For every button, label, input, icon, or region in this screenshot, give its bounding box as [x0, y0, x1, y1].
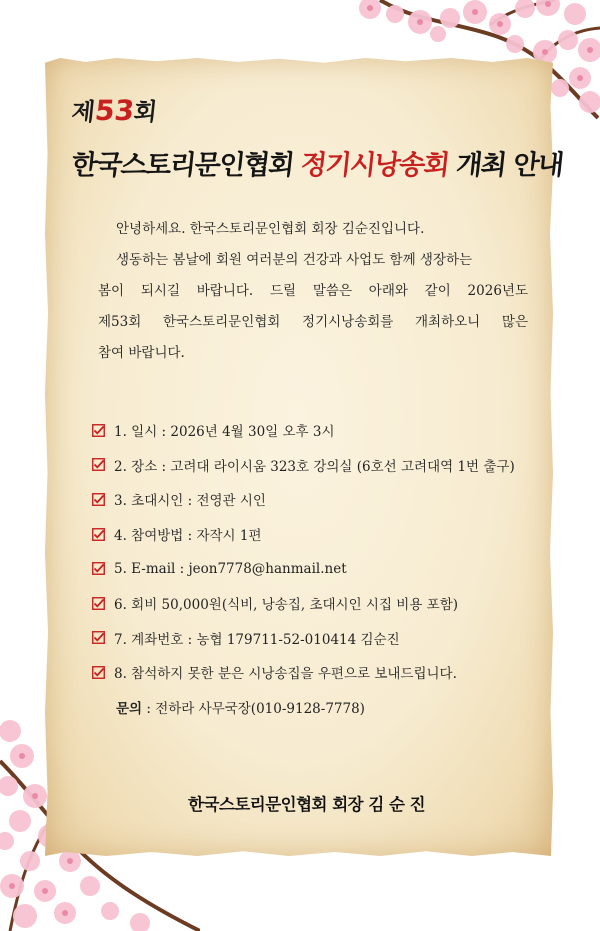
greeting-line-1: 안녕하세요. 한국스토리문인협회 회장 김순진입니다.: [116, 221, 425, 237]
list-item: [92, 551, 552, 586]
list-item: [92, 413, 552, 448]
title-prefix: 제: [70, 98, 97, 126]
title-main-highlight: 정기시낭송회: [299, 150, 450, 181]
greeting-line-3: 봄이 되시길 바랍니다. 드릴 말씀은 아래와 같이 2026년도: [98, 283, 528, 299]
list-item-text: 4. 참여방법 : 자작시 1편: [114, 528, 262, 545]
contact-label: 문의: [116, 701, 143, 717]
list-item: [92, 586, 552, 621]
checkbox-checked-icon: [92, 597, 105, 610]
checkbox-checked-icon: [92, 458, 105, 471]
page-title: [70, 143, 565, 182]
greeting-paragraph: [98, 214, 528, 369]
title-main-part2: 개최 안내: [446, 150, 565, 181]
list-item: [92, 621, 552, 656]
list-item-text: 7. 계좌번호 : 농협 179711-52-010414 김순진: [114, 631, 400, 648]
greeting-line-5: 참여 바랍니다.: [98, 345, 185, 361]
event-edition-title: [70, 92, 159, 127]
checkbox-checked-icon: [92, 528, 105, 541]
list-item-text: 2. 장소 : 고려대 라이시움 323호 강의실 (6호선 고려대역 1번 출구): [114, 458, 515, 475]
list-item-text: 6. 회비 50,000원(식비, 낭송집, 초대시인 시집 비용 포함): [114, 597, 459, 614]
list-item-text: 8. 참석하지 못한 분은 시낭송집을 우편으로 보내드립니다.: [114, 666, 457, 683]
checkbox-checked-icon: [92, 631, 105, 644]
list-item: [92, 482, 552, 517]
contact-info: [116, 697, 365, 717]
title-main-part1: 한국스토리문인협회: [70, 150, 303, 181]
checkbox-checked-icon: [92, 562, 105, 575]
signature: 한국스토리문인협회 회장 김 순 진: [188, 795, 426, 814]
checkbox-checked-icon: [92, 493, 105, 506]
list-item-text: 1. 일시 : 2026년 4월 30일 오후 3시: [114, 424, 335, 441]
list-item: [92, 655, 552, 690]
event-details-list: [92, 413, 552, 690]
title-number: 53: [93, 94, 136, 127]
title-suffix: 회: [132, 98, 159, 126]
contact-value: : 전하라 사무국장(010-9128-7778): [142, 701, 365, 717]
checkbox-checked-icon: [92, 424, 105, 437]
list-item-text: 3. 초대시인 : 전영관 시인: [114, 493, 266, 510]
greeting-line-2: 생동하는 봄날에 회원 여러분의 건강과 사업도 함께 생장하는: [116, 252, 473, 268]
checkbox-checked-icon: [92, 666, 105, 679]
greeting-line-4: 제53회 한국스토리문인협회 정기시낭송회를 개최하오니 많은: [98, 314, 528, 330]
list-item: [92, 517, 552, 552]
list-item-text: 5. E-mail : jeon7778@hanmail.net: [114, 560, 347, 577]
list-item: [92, 448, 552, 483]
